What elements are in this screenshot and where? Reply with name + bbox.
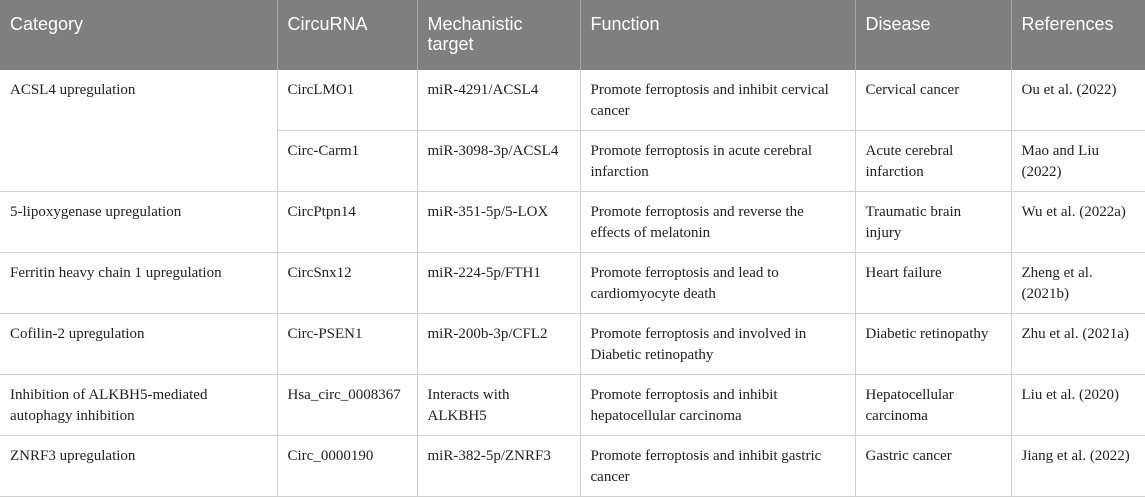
disease-cell: Traumatic brain injury <box>855 192 1011 253</box>
disease-cell: Heart failure <box>855 253 1011 314</box>
references-cell: Jiang et al. (2022) <box>1011 436 1145 497</box>
category-cell: Inhibition of ALKBH5-mediated autophagy inhibition <box>0 375 277 436</box>
circrna-cell: Circ-Carm1 <box>277 131 417 192</box>
function-cell: Promote ferroptosis in acute cerebral infarction <box>580 131 855 192</box>
circrna-cell: CircPtpn14 <box>277 192 417 253</box>
category-cell: ACSL4 upregulation <box>0 70 277 192</box>
references-cell: Wu et al. (2022a) <box>1011 192 1145 253</box>
disease-cell: Gastric cancer <box>855 436 1011 497</box>
target-cell: miR-4291/ACSL4 <box>417 70 580 131</box>
target-cell: miR-382-5p/ZNRF3 <box>417 436 580 497</box>
header-references: References <box>1011 0 1145 70</box>
category-cell: Ferritin heavy chain 1 upregulation <box>0 253 277 314</box>
disease-cell: Hepatocellular carcinoma <box>855 375 1011 436</box>
references-cell: Mao and Liu (2022) <box>1011 131 1145 192</box>
header-mechanistic-target: Mechanistic target <box>417 0 580 70</box>
target-cell: Interacts with ALKBH5 <box>417 375 580 436</box>
table-row <box>0 375 1145 436</box>
disease-cell: Cervical cancer <box>855 70 1011 131</box>
function-cell: Promote ferroptosis and inhibit gastric cancer <box>580 436 855 497</box>
header-circrna: CircuRNA <box>277 0 417 70</box>
target-cell: miR-3098-3p/ACSL4 <box>417 131 580 192</box>
function-cell: Promote ferroptosis and inhibit hepatocellular carcinoma <box>580 375 855 436</box>
category-cell: Cofilin-2 upregulation <box>0 314 277 375</box>
table-row <box>0 253 1145 314</box>
header-function: Function <box>580 0 855 70</box>
circrna-cell: Circ_0000190 <box>277 436 417 497</box>
disease-cell: Diabetic retinopathy <box>855 314 1011 375</box>
table-row <box>0 314 1145 375</box>
circrna-cell: Circ-PSEN1 <box>277 314 417 375</box>
table-header <box>0 0 1145 70</box>
disease-cell: Acute cerebral infarction <box>855 131 1011 192</box>
table-row <box>0 192 1145 253</box>
header-disease: Disease <box>855 0 1011 70</box>
references-cell: Zhu et al. (2021a) <box>1011 314 1145 375</box>
references-cell: Zheng et al. (2021b) <box>1011 253 1145 314</box>
target-cell: miR-224-5p/FTH1 <box>417 253 580 314</box>
references-cell: Ou et al. (2022) <box>1011 70 1145 131</box>
target-cell: miR-351-5p/5-LOX <box>417 192 580 253</box>
function-cell: Promote ferroptosis and reverse the effects of melatonin <box>580 192 855 253</box>
circrna-cell: Hsa_circ_0008367 <box>277 375 417 436</box>
target-cell: miR-200b-3p/CFL2 <box>417 314 580 375</box>
category-cell: 5-lipoxygenase upregulation <box>0 192 277 253</box>
circrna-cell: CircSnx12 <box>277 253 417 314</box>
circrna-cell: CircLMO1 <box>277 70 417 131</box>
function-cell: Promote ferroptosis and involved in Diabetic retinopathy <box>580 314 855 375</box>
table-body <box>0 70 1145 497</box>
references-cell: Liu et al. (2020) <box>1011 375 1145 436</box>
table-row <box>0 436 1145 497</box>
table-row <box>0 70 1145 131</box>
function-cell: Promote ferroptosis and lead to cardiomyocyte death <box>580 253 855 314</box>
category-cell: ZNRF3 upregulation <box>0 436 277 497</box>
header-row <box>0 0 1145 70</box>
function-cell: Promote ferroptosis and inhibit cervical cancer <box>580 70 855 131</box>
header-category: Category <box>0 0 277 70</box>
